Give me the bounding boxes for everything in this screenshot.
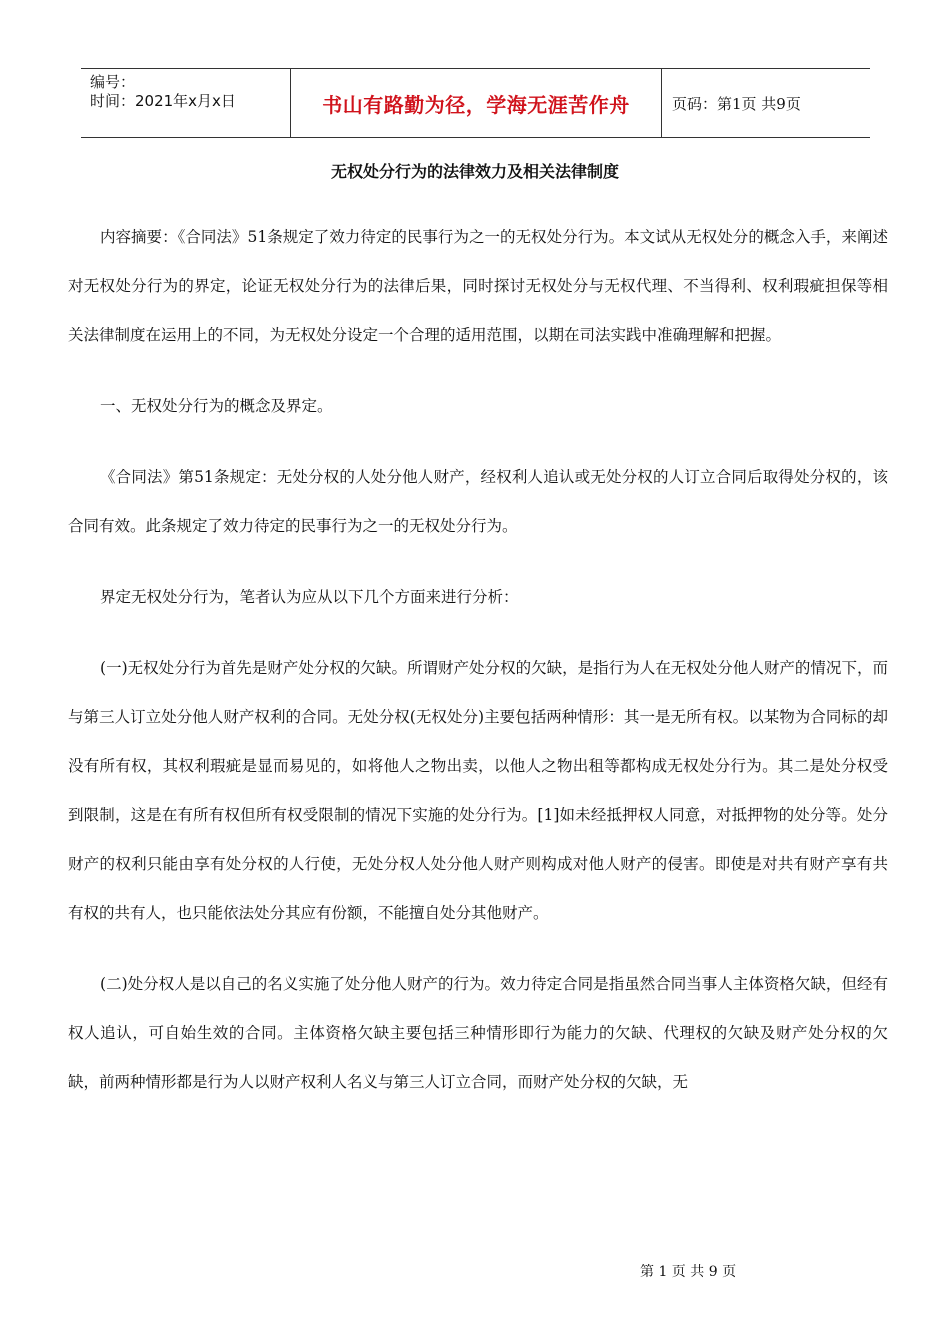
number-label: 编号： xyxy=(90,73,136,91)
document-title: 无权处分行为的法律效力及相关法律制度 xyxy=(330,162,619,181)
header-page-cell xyxy=(662,69,870,137)
footer-page-number: 第 1 页 共 9 页 xyxy=(640,1264,737,1280)
document-body xyxy=(68,213,888,1129)
header-page-info: 页码：第1页 共9页 xyxy=(672,94,801,113)
paragraph-point-two: (二)处分权人是以自己的名义实施了处分他人财产的行为。效力待定合同是指虽然合同当事人主体资格欠缺，但经有权人追认，可自始生效的合同。主体资格欠缺主要包括三种情形即行为能力的欠缺、代理权的欠缺及财产处分权的欠缺，前两种情形都是行为人以财产权利人名义与第三人订立合同，而财产处分权的欠缺，无 xyxy=(68,975,888,1091)
motto-text: 书山有路勤为径，学海无涯苦作舟 xyxy=(322,92,630,117)
date-label: 时间：2021年x月x日 xyxy=(90,92,236,110)
header-motto-cell xyxy=(291,69,662,137)
paragraph-point-one: (一)无权处分行为首先是财产处分权的欠缺。所谓财产处分权的欠缺，是指行为人在无权处分他人财产的情况下，而与第三人订立处分他人财产权利的合同。无处分权(无权处分)主要包括两种情形：其一是无所有权。以某物为合同标的却没有所有权，其权利瑕疵是显而易见的，如将他人之物出卖，以他人之物出租等都构成无权处分行为。其二是处分权受到限制，这是在有所有权但所有权受限制的情况下实施的处分行为。[1]如未经抵押权人同意，对抵押物的处分等。处分财产的权利只能由享有处分权的人行使，无处分权人处分他人财产则构成对他人财产的侵害。即使是对共有财产享有共有权的共有人，也只能依法处分其应有份额，不能擅自处分其他财产。 xyxy=(68,659,888,922)
header-meta-cell xyxy=(81,69,291,137)
paragraph-article-51: 《合同法》第51条规定：无处分权的人处分他人财产，经权利人追认或无处分权的人订立合同后取得处分权的，该合同有效。此条规定了效力待定的民事行为之一的无权处分行为。 xyxy=(68,468,888,535)
paragraph-abstract: 内容摘要：《合同法》51条规定了效力待定的民事行为之一的无权处分行为。本文试从无权处分的概念入手，来阐述对无权处分行为的界定，论证无权处分行为的法律后果，同时探讨无权处分与无权代理、不当得利、权利瑕疵担保等相关法律制度在运用上的不同，为无权处分设定一个合理的适用范围，以期在司法实践中准确理解和把握。 xyxy=(68,228,888,344)
paragraph-section-heading: 一、无权处分行为的概念及界定。 xyxy=(100,397,333,415)
paragraph-analysis-intro: 界定无权处分行为，笔者认为应从以下几个方面来进行分析： xyxy=(100,588,519,606)
header-table xyxy=(81,68,870,138)
